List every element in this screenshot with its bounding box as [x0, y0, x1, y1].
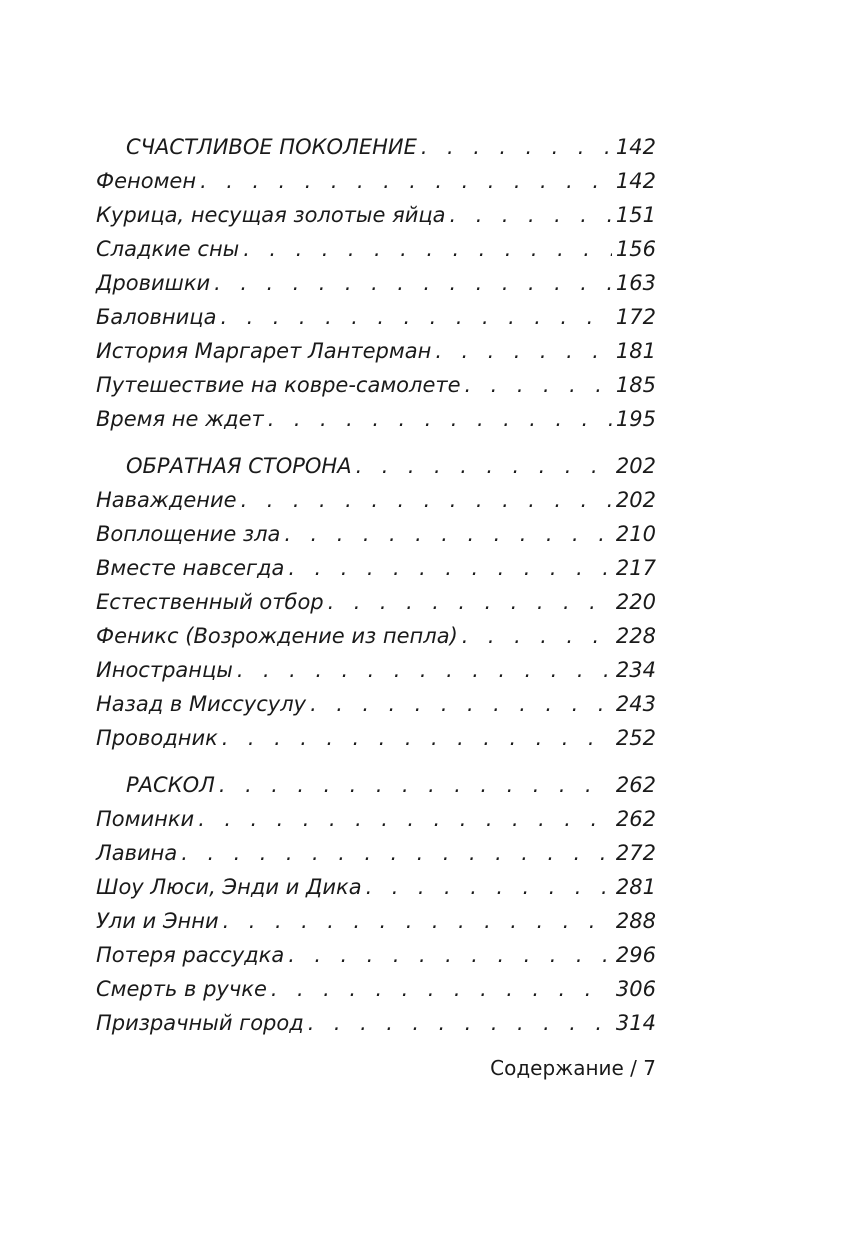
toc-entry — [96, 585, 656, 619]
toc-entry-page: 252 — [615, 726, 656, 750]
toc-entry-page: 210 — [615, 522, 656, 546]
toc-entry-title: Феникс (Возрождение из пепла) — [96, 624, 458, 648]
toc-entry-page: 281 — [615, 875, 656, 899]
toc-leader-dots — [446, 198, 612, 232]
toc-entry — [96, 266, 656, 300]
toc-entry — [96, 687, 656, 721]
toc-entry-title: История Маргарет Лантерман — [96, 339, 432, 363]
toc-entry-page: 217 — [615, 556, 656, 580]
toc-entry — [96, 938, 656, 972]
toc-entry-title: Шоу Люси, Энди и Дика — [96, 875, 362, 899]
toc-entry-title: СЧАСТЛИВОЕ ПОКОЛЕНИЕ — [126, 135, 417, 159]
toc-leader-dots — [280, 517, 612, 551]
toc-leader-dots — [237, 483, 612, 517]
toc-entry-page: 234 — [615, 658, 656, 682]
toc-entry-page: 306 — [615, 977, 656, 1001]
toc-entry-title: Смерть в ручке — [96, 977, 267, 1001]
toc-entry-page: 181 — [615, 339, 656, 363]
toc-entry — [96, 232, 656, 266]
toc-leader-dots — [239, 232, 612, 266]
toc-entry-page: 288 — [615, 909, 656, 933]
toc-entry — [96, 870, 656, 904]
toc-entry — [96, 334, 656, 368]
toc-leader-dots — [352, 449, 612, 483]
running-footer: Содержание / 7 — [490, 1056, 656, 1080]
toc-entry-title: ОБРАТНАЯ СТОРОНА — [126, 454, 352, 478]
toc-entry-title: Курица, несущая золотые яйца — [96, 203, 446, 227]
toc-entry-title: Поминки — [96, 807, 195, 831]
toc-entry-title: Ули и Энни — [96, 909, 219, 933]
toc-entry-title: Время не ждет — [96, 407, 264, 431]
toc-entry-title: Лавина — [96, 841, 178, 865]
toc-section-entry — [96, 768, 656, 802]
toc-entry-page: 272 — [615, 841, 656, 865]
toc-entry-page: 172 — [615, 305, 656, 329]
toc-entry — [96, 972, 656, 1006]
toc-entry — [96, 904, 656, 938]
toc-entry — [96, 551, 656, 585]
toc-leader-dots — [233, 653, 612, 687]
toc-entry-page: 262 — [615, 807, 656, 831]
toc-leader-dots — [417, 130, 612, 164]
toc-leader-dots — [194, 802, 612, 836]
toc-entry-page: 142 — [615, 135, 656, 159]
toc-leader-dots — [431, 334, 612, 368]
toc-leader-dots — [284, 938, 612, 972]
toc-entry-title: Воплощение зла — [96, 522, 281, 546]
toc-leader-dots — [284, 551, 612, 585]
toc-leader-dots — [461, 368, 612, 402]
toc-entry-title: Потеря рассудка — [96, 943, 285, 967]
toc-leader-dots — [219, 904, 612, 938]
toc-leader-dots — [218, 721, 612, 755]
toc-entry — [96, 300, 656, 334]
toc-leader-dots — [362, 870, 612, 904]
toc-entry — [96, 402, 656, 436]
toc-entry — [96, 368, 656, 402]
toc-entry-page: 195 — [615, 407, 656, 431]
toc-entry — [96, 802, 656, 836]
toc-entry-title: Иностранцы — [96, 658, 233, 682]
toc-entry-title: Баловница — [96, 305, 217, 329]
toc-leader-dots — [215, 768, 612, 802]
toc-leader-dots — [458, 619, 612, 653]
toc-entry-title: Назад в Миссусулу — [96, 692, 307, 716]
toc-entry-page: 156 — [615, 237, 656, 261]
toc-section-entry — [96, 130, 656, 164]
toc-leader-dots — [196, 164, 612, 198]
toc-leader-dots — [267, 972, 612, 1006]
toc-leader-dots — [216, 300, 611, 334]
toc-leader-dots — [177, 836, 612, 870]
toc-entry-page: 151 — [615, 203, 656, 227]
toc-entry — [96, 517, 656, 551]
toc-entry — [96, 483, 656, 517]
toc-entry — [96, 164, 656, 198]
toc-entry — [96, 721, 656, 755]
toc-entry-page: 163 — [615, 271, 656, 295]
toc-entry-page: 202 — [615, 454, 656, 478]
toc-entry-title: Путешествие на ковре-самолете — [96, 373, 461, 397]
toc-entry-page: 314 — [615, 1011, 656, 1035]
toc-entry-page: 228 — [615, 624, 656, 648]
toc-leader-dots — [264, 402, 612, 436]
toc-leader-dots — [324, 585, 612, 619]
toc-entry-title: Призрачный город — [96, 1011, 304, 1035]
toc-entry-title: Проводник — [96, 726, 218, 750]
toc-entry-title: Естественный отбор — [96, 590, 324, 614]
toc-entry-title: Сладкие сны — [96, 237, 240, 261]
table-of-contents — [96, 130, 656, 1040]
toc-entry — [96, 1006, 656, 1040]
toc-entry-page: 202 — [615, 488, 656, 512]
toc-leader-dots — [210, 266, 612, 300]
toc-entry — [96, 653, 656, 687]
toc-entry-page: 185 — [615, 373, 656, 397]
toc-entry-title: Дровишки — [96, 271, 211, 295]
toc-leader-dots — [306, 687, 612, 721]
toc-entry-page: 220 — [615, 590, 656, 614]
toc-leader-dots — [304, 1006, 612, 1040]
toc-section-entry — [96, 449, 656, 483]
toc-entry-title: Наваждение — [96, 488, 237, 512]
toc-entry-title: РАСКОЛ — [126, 773, 215, 797]
toc-entry-title: Феномен — [96, 169, 197, 193]
toc-entry-page: 262 — [615, 773, 656, 797]
toc-entry-page: 142 — [615, 169, 656, 193]
toc-entry-page: 243 — [615, 692, 656, 716]
toc-entry-page: 296 — [615, 943, 656, 967]
toc-entry — [96, 619, 656, 653]
toc-entry — [96, 836, 656, 870]
toc-entry-title: Вместе навсегда — [96, 556, 285, 580]
toc-entry — [96, 198, 656, 232]
